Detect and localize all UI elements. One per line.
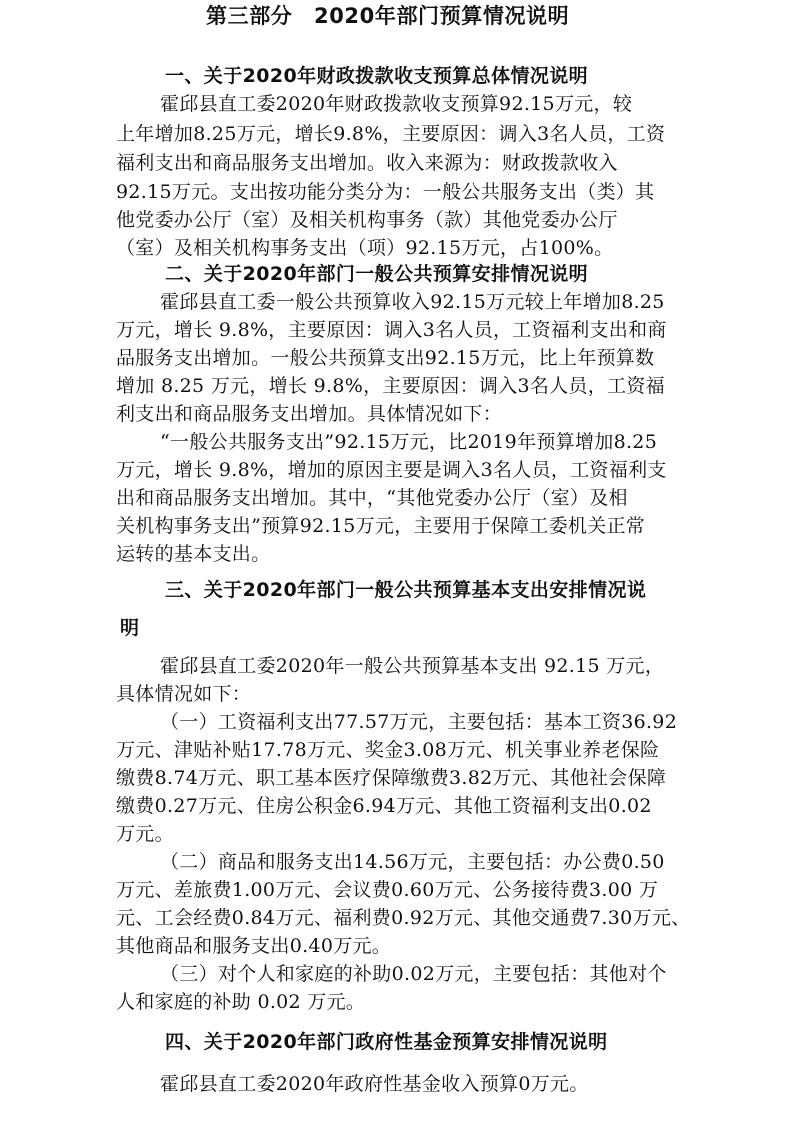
paragraph-line: 运转的基本支出。: [116, 543, 271, 565]
paragraph-line: 利支出和商品服务支出增加。具体情况如下：: [116, 403, 503, 425]
paragraph-line: 具体情况如下：: [116, 683, 252, 705]
paragraph-line: 万元、津贴补贴17.78万元、奖金3.08万元、机关事业养老保险: [116, 739, 660, 761]
section-4-heading: 四、关于2020年部门政府性基金预算安排情况说明: [165, 1031, 608, 1053]
paragraph-line: 霍邱县直工委2020年一般公共预算基本支出 92.15 万元，: [160, 655, 665, 677]
paragraph-line: 人和家庭的补助 0.02 万元。: [116, 991, 366, 1013]
paragraph-line: （三）对个人和家庭的补助0.02万元，主要包括：其他对个: [160, 963, 667, 985]
paragraph-line: 上年增加8.25万元，增长9.8%，主要原因：调入3名人员，工资: [116, 123, 666, 145]
section-3-heading: 三、关于2020年部门一般公共预算基本支出安排情况说: [165, 579, 647, 601]
paragraph-line: 霍邱县直工委2020年财政拨款收支预算92.15万元，较: [160, 93, 633, 115]
paragraph-line: 霍邱县直工委2020年政府性基金收入预算0万元。: [160, 1073, 589, 1095]
paragraph-line: （室）及相关机构事务支出（项）92.15万元，占100%。: [116, 237, 614, 259]
paragraph-line: “一般公共服务支出”92.15万元，比2019年预算增加8.25: [160, 431, 658, 453]
paragraph-line: 其他商品和服务支出0.40万元。: [116, 935, 392, 957]
paragraph-line: 万元，增长 9.8%，增加的原因主要是调入3名人员，工资福利支: [116, 459, 667, 481]
paragraph-line: 霍邱县直工委一般公共预算收入92.15万元较上年增加8.25: [160, 291, 665, 313]
paragraph-line: （二）商品和服务支出14.56万元，主要包括：办公费0.50: [160, 851, 665, 873]
paragraph-line: 出和商品服务支出增加。其中，“其他党委办公厅（室）及相: [116, 487, 628, 509]
paragraph-line: 万元。: [116, 823, 174, 845]
paragraph-line: 他党委办公厅（室）及相关机构事务（款）其他党委办公厅: [116, 209, 618, 231]
paragraph-line: 元、工会经费0.84万元、福利费0.92万元、其他交通费7.30万元、: [116, 907, 691, 929]
paragraph-line: 关机构事务支出”预算92.15万元，主要用于保障工委机关正常: [116, 515, 646, 537]
paragraph-line: 万元，增长 9.8%，主要原因：调入3名人员，工资福利支出和商: [116, 319, 667, 341]
paragraph-line: 品服务支出增加。一般公共预算支出92.15万元，比上年预算数: [116, 347, 655, 369]
paragraph-line: （一）工资福利支出77.57万元，主要包括：基本工资36.92: [160, 711, 678, 733]
paragraph-line: 万元、差旅费1.00万元、会议费0.60万元、公务接待费3.00 万: [116, 879, 659, 901]
section-3-heading-continued: 明: [120, 617, 140, 639]
section-1-heading: 一、关于2020年财政拨款收支预算总体情况说明: [165, 65, 589, 87]
paragraph-line: 增加 8.25 万元，增长 9.8%，主要原因：调入3名人员，工资福: [116, 375, 665, 397]
paragraph-line: 缴费0.27万元、住房公积金6.94万元、其他工资福利支出0.02: [116, 795, 652, 817]
section-2-heading: 二、关于2020年部门一般公共预算安排情况说明: [165, 263, 589, 285]
paragraph-line: 缴费8.74万元、职工基本医疗保障缴费3.82万元、其他社会保障: [116, 767, 667, 789]
page-title: 第三部分 2020年部门预算情况说明: [206, 4, 570, 28]
paragraph-line: 福利支出和商品服务支出增加。收入来源为：财政拨款收入: [116, 152, 618, 174]
paragraph-line: 92.15万元。支出按功能分类分为：一般公共服务支出（类）其: [116, 181, 655, 203]
